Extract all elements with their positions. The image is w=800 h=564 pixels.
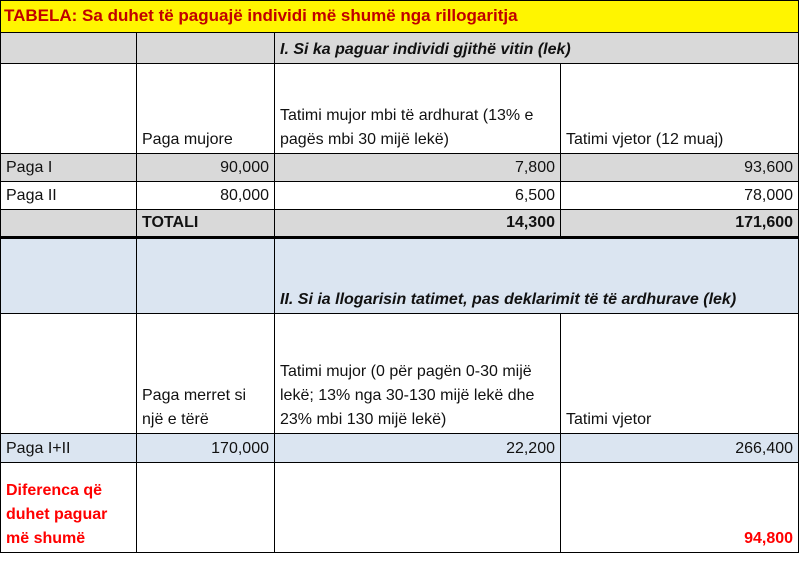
row-annual-tax: 93,600	[561, 154, 799, 182]
total-monthly-tax: 14,300	[275, 210, 561, 238]
header-annual-tax: Tatimi vjetor (12 muaj)	[561, 64, 799, 154]
section2-heading: II. Si ia llogarisin tatimet, pas deklarimit të të ardhurave (lek)	[275, 238, 799, 314]
row-salary: 90,000	[137, 154, 275, 182]
header-annual-tax: Tatimi vjetor	[561, 314, 799, 434]
row-monthly-tax: 6,500	[275, 182, 561, 210]
row-annual-tax: 78,000	[561, 182, 799, 210]
row-salary: 170,000	[137, 434, 275, 463]
empty-cell	[1, 33, 137, 64]
total-annual-tax: 171,600	[561, 210, 799, 238]
empty-cell	[1, 238, 137, 314]
header-monthly-tax: Tatimi mujor mbi të ardhurat (13% e pagës mbi 30 mijë lekë)	[275, 64, 561, 154]
difference-label: Diferenca që duhet paguar më shumë	[1, 463, 137, 553]
empty-cell	[1, 210, 137, 238]
total-label: TOTALI	[137, 210, 275, 238]
empty-cell	[137, 463, 275, 553]
difference-value: 94,800	[561, 463, 799, 553]
row-annual-tax: 266,400	[561, 434, 799, 463]
header-monthly-tax-brackets: Tatimi mujor (0 për pagën 0-30 mijë lekë; 13% nga 30-130 mijë lekë dhe 23% mbi 130 mijë lekë)	[275, 314, 561, 434]
table-title: TABELA: Sa duhet të paguajë individi më shumë nga rillogaritja	[1, 1, 799, 33]
row-label: Paga II	[1, 182, 137, 210]
header-salary-whole: Paga merret si një e tërë	[137, 314, 275, 434]
empty-cell	[275, 463, 561, 553]
row-monthly-tax: 7,800	[275, 154, 561, 182]
empty-cell	[137, 238, 275, 314]
empty-cell	[137, 33, 275, 64]
section1-heading: I. Si ka paguar individi gjithë vitin (lek)	[275, 33, 799, 64]
header-monthly-salary: Paga mujore	[137, 64, 275, 154]
row-monthly-tax: 22,200	[275, 434, 561, 463]
empty-cell	[1, 314, 137, 434]
row-salary: 80,000	[137, 182, 275, 210]
empty-cell	[1, 64, 137, 154]
row-label: Paga I	[1, 154, 137, 182]
row-label: Paga I+II	[1, 434, 137, 463]
